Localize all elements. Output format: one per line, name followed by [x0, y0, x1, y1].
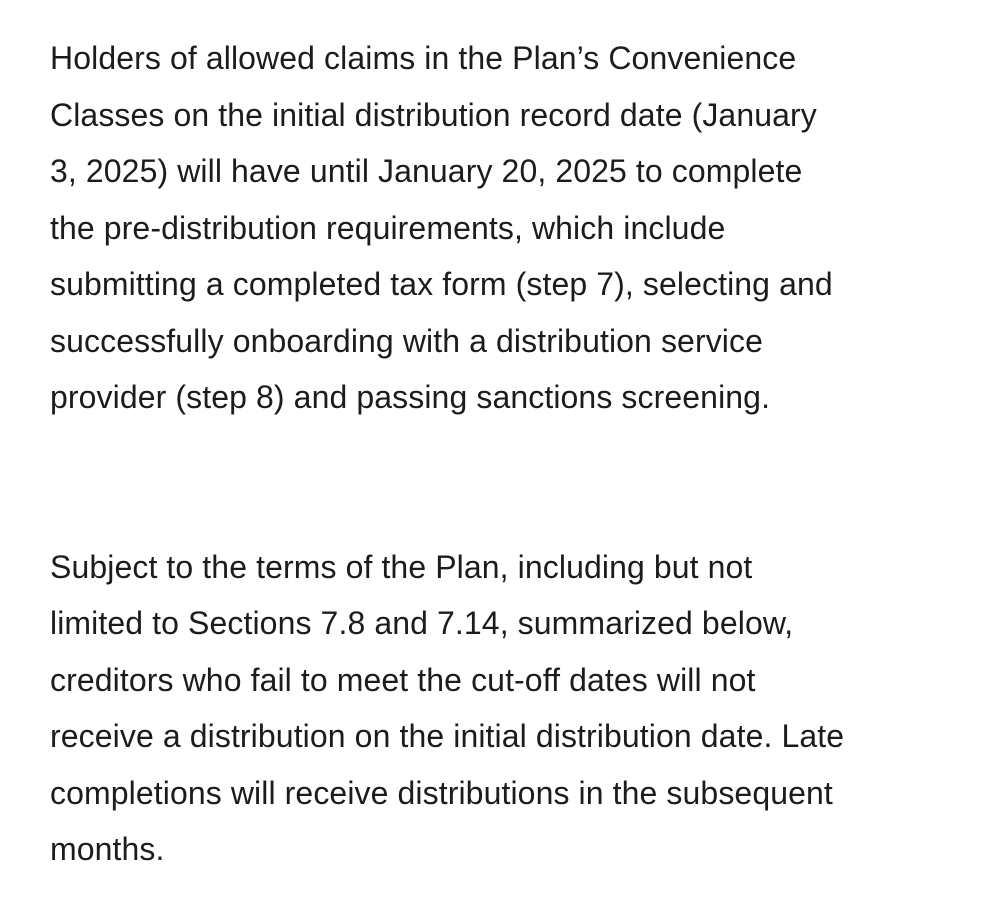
paragraph-line: completions will receive distributions in the subsequent [50, 774, 833, 811]
paragraph-line: Subject to the terms of the Plan, including but not [50, 548, 753, 585]
paragraph-line: creditors who fail to meet the cut-off dates will not [50, 661, 756, 698]
paragraph-line: Holders of allowed claims in the Plan’s Convenience [50, 40, 797, 76]
paragraph-line: Classes on the initial distribution record date (January [50, 96, 817, 133]
paragraph-line: the pre-distribution requirements, which include [50, 209, 726, 246]
paragraph-line: successfully onboarding with a distribution service [50, 322, 764, 359]
paragraph-line: months. [50, 831, 165, 867]
paragraph-cutoff-consequences [50, 539, 960, 878]
paragraph-line: submitting a completed tax form (step 7), selecting and [50, 266, 833, 302]
paragraph-convenience-classes-deadline [50, 30, 960, 426]
paragraph-line: 3, 2025) will have until January 20, 2025 to complete [50, 153, 803, 189]
article-body [50, 30, 960, 878]
paragraph-line: limited to Sections 7.8 and 7.14, summarized below, [50, 605, 794, 641]
paragraph-line: receive a distribution on the initial distribution date. Late [50, 718, 845, 754]
paragraph-line: provider (step 8) and passing sanctions screening. [50, 379, 771, 415]
